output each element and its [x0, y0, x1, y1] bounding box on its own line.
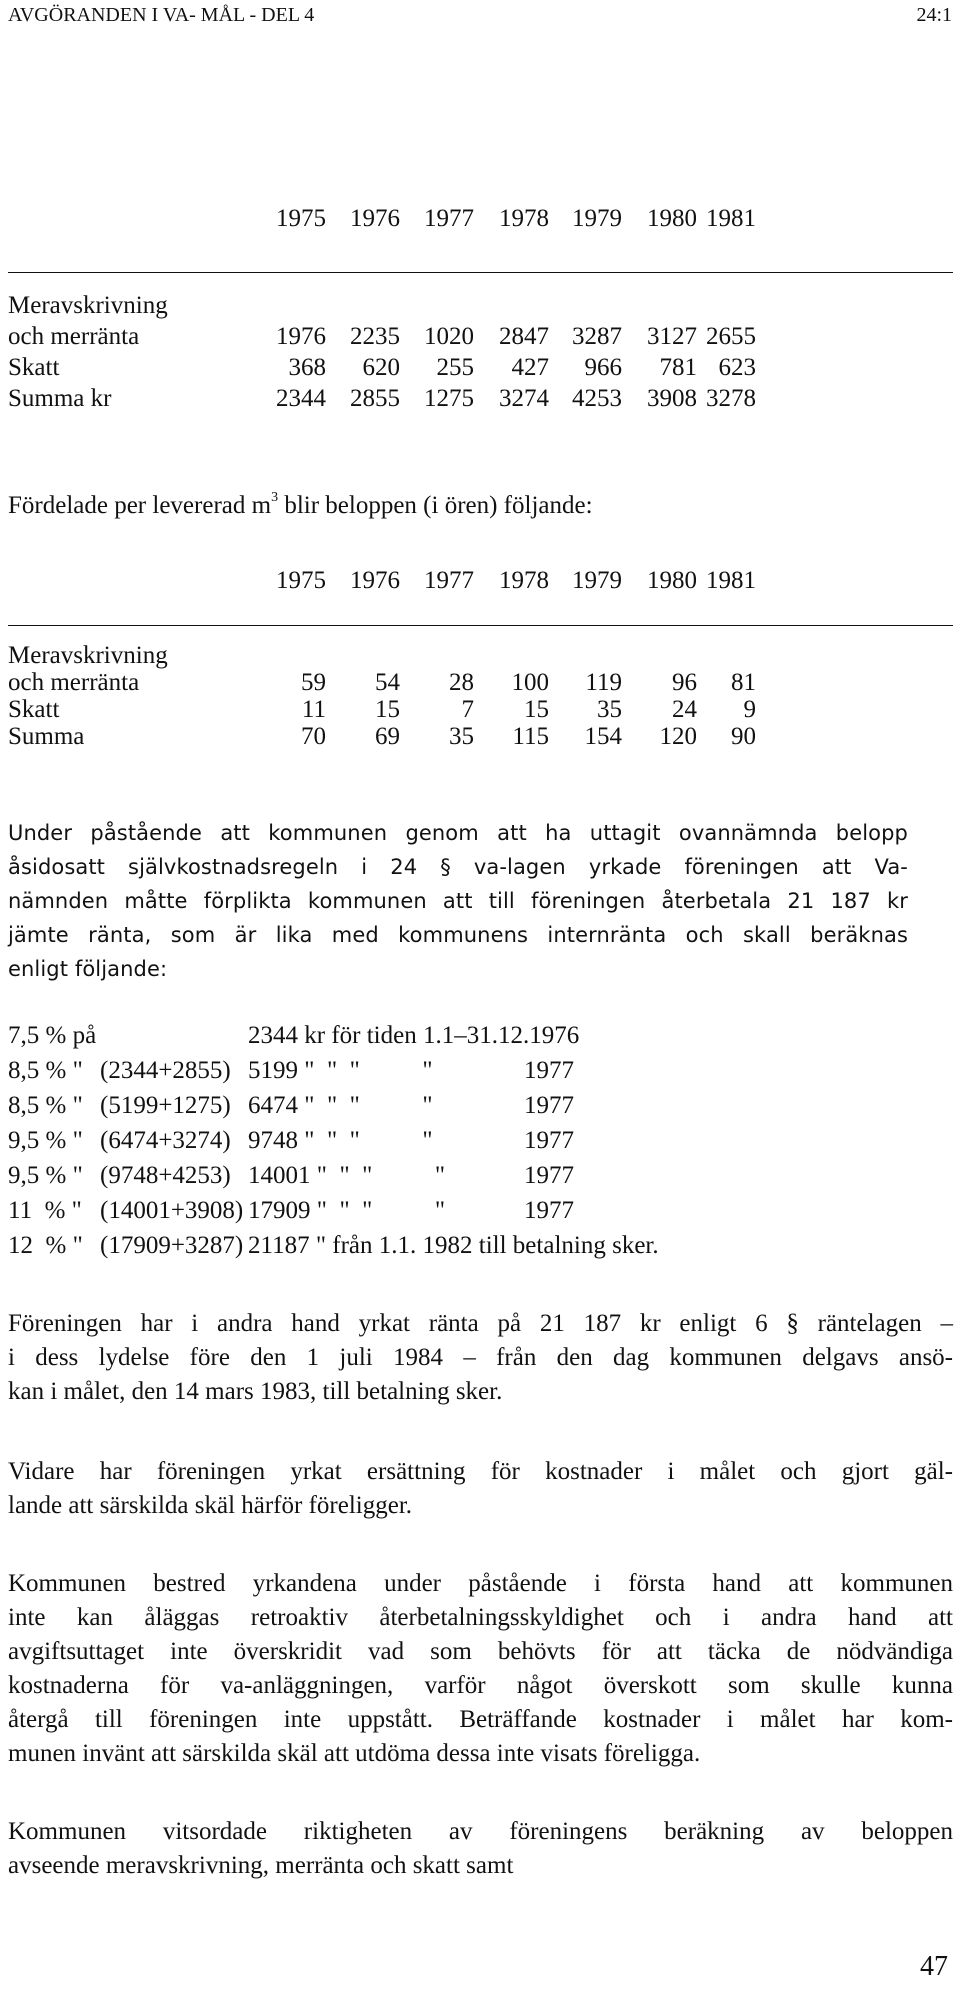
table-header-row [8, 205, 953, 292]
table-cell: 620 [362, 354, 400, 381]
table-cell: 3127 [647, 323, 697, 350]
paragraph-line: kostnaderna för va-anläggningen, varför något överskott som skulle kunna [8, 1672, 953, 1699]
page-number: 47 [920, 1951, 948, 1982]
row-label: Skatt [8, 354, 60, 381]
paragraph-line: inte kan åläggas retroaktiv återbetalningsskyldighet och i andra hand att [8, 1604, 953, 1631]
interest-base: (5199+1275) [100, 1092, 231, 1119]
table-cell: 2235 [350, 323, 400, 350]
year-header: 1975 [276, 205, 326, 232]
paragraph-line: Vidare har föreningen yrkat ersättning för kostnader i målet och gjort gäl- [8, 1458, 953, 1485]
paragraph-line: Under påstående att kommunen genom att ha uttagit ovannämnda belopp [8, 821, 908, 845]
paragraph-line: återgå till föreningen inte uppstått. Beträffande kostnader i målet har kom- [8, 1706, 953, 1733]
interest-year: 1977 [524, 1197, 574, 1224]
table-cell: 4253 [572, 385, 622, 412]
table-row [8, 323, 953, 354]
interest-rate: 7,5 % på [8, 1022, 97, 1049]
table-cell: 81 [731, 669, 756, 696]
table-cell: 15 [524, 696, 549, 723]
table-cell: 3274 [499, 385, 549, 412]
table-cell: 623 [718, 354, 756, 381]
year-header: 1977 [424, 567, 474, 594]
row-label: Summa [8, 723, 85, 750]
table-header-row [8, 567, 953, 642]
table-cell: 966 [584, 354, 622, 381]
table-cell: 35 [449, 723, 474, 750]
paragraph-line: munen invänt att särskilda skäl att utdöma dessa inte visats föreligga. [8, 1740, 701, 1767]
table-cell: 3287 [572, 323, 622, 350]
interest-amount: 5199 " " " " [248, 1057, 433, 1084]
table-cell: 69 [375, 723, 400, 750]
interest-year: 1977 [524, 1057, 574, 1084]
paragraph-line: avseende meravskrivning, merränta och skatt samt [8, 1852, 514, 1879]
paragraph-line: åsidosatt självkostnadsregeln i 24 § va-lagen yrkade föreningen att Va- [8, 855, 908, 879]
year-header: 1981 [706, 205, 756, 232]
interest-amount: 2344 kr för tiden 1.1–31.12.1976 [248, 1022, 580, 1049]
interest-base: (17909+3287) [100, 1232, 244, 1259]
table-cell: 368 [288, 354, 326, 381]
table-row [8, 723, 953, 750]
paragraph-costs [8, 1455, 953, 1523]
table-cell: 2847 [499, 323, 549, 350]
row-label: och merränta [8, 669, 140, 696]
table-row [8, 354, 953, 385]
interest-base: (9748+4253) [100, 1162, 231, 1189]
year-header: 1980 [647, 205, 697, 232]
caption-text-rest: blir beloppen (i ören) följande: [278, 492, 593, 519]
year-header: 1979 [572, 205, 622, 232]
row-label: Meravskrivning [8, 292, 168, 319]
paragraph-line: nämnden måtte förplikta kommunen att till föreningen återbetala 21 187 kr [8, 889, 908, 913]
interest-base: (14001+3908) [100, 1197, 244, 1224]
table-cell: 120 [659, 723, 697, 750]
year-header: 1977 [424, 205, 474, 232]
caption-superscript: 3 [271, 490, 279, 505]
paragraph-line: kan i målet, den 14 mars 1983, till betalning sker. [8, 1378, 503, 1405]
interest-year: 1977 [524, 1127, 574, 1154]
paragraph-line: enligt följande: [8, 957, 168, 981]
year-header: 1980 [647, 567, 697, 594]
interest-rate: 12 % " [8, 1232, 83, 1259]
table-cell: 28 [449, 669, 474, 696]
table-cell: 1275 [424, 385, 474, 412]
table-cell: 90 [731, 723, 756, 750]
paragraph-line: Kommunen vitsordade riktigheten av föreningens beräkning av beloppen [8, 1818, 953, 1845]
table-cell: 70 [301, 723, 326, 750]
paragraph-line: Kommunen bestred yrkandena under påstående i första hand att kommunen [8, 1570, 953, 1597]
interest-rate: 9,5 % " [8, 1127, 83, 1154]
table-cell: 2855 [350, 385, 400, 412]
paragraph-line: i dess lydelse före den 1 juli 1984 – från den dag kommunen delgavs ansö- [8, 1344, 953, 1371]
table-cell: 35 [597, 696, 622, 723]
caption-text: Fördelade per levererad m [8, 492, 272, 519]
paragraph-claim [8, 816, 908, 986]
interest-rate: 8,5 % " [8, 1057, 83, 1084]
interest-amount: 6474 " " " " [248, 1092, 433, 1119]
table-cell: 3908 [647, 385, 697, 412]
table-cell: 59 [301, 669, 326, 696]
table-cell: 154 [584, 723, 622, 750]
interest-amount: 14001 " " " " [248, 1162, 446, 1189]
interest-rate: 11 % " [8, 1197, 82, 1224]
table-cell: 15 [375, 696, 400, 723]
table-cell: 54 [375, 669, 400, 696]
interest-year: 1977 [524, 1162, 574, 1189]
paragraph-municipality-response [8, 1567, 953, 1771]
table-annual-amounts [8, 205, 953, 416]
year-header: 1976 [350, 205, 400, 232]
table-row [8, 696, 953, 723]
table-cell: 781 [659, 354, 697, 381]
paragraph-second-claim [8, 1307, 953, 1409]
table-cell: 427 [511, 354, 549, 381]
table-cell: 3278 [706, 385, 756, 412]
table-row [8, 642, 953, 669]
header-title: AVGÖRANDEN I VA- MÅL - DEL 4 [8, 4, 315, 26]
table1-rule [8, 272, 953, 273]
paragraph-line: avgiftsuttaget inte överskridit vad som behövts för att täcka de nödvändiga [8, 1638, 953, 1665]
interest-amount: 9748 " " " " [248, 1127, 433, 1154]
interest-rate: 9,5 % " [8, 1162, 83, 1189]
year-header: 1975 [276, 567, 326, 594]
interest-year: 1977 [524, 1092, 574, 1119]
year-header: 1976 [350, 567, 400, 594]
row-label: Summa kr [8, 385, 112, 412]
table-cell: 1976 [276, 323, 326, 350]
table2-caption [8, 490, 593, 520]
year-header: 1978 [499, 567, 549, 594]
table-cell: 1020 [424, 323, 474, 350]
table-per-cubic-meter [8, 567, 953, 750]
year-header: 1978 [499, 205, 549, 232]
paragraph-line: jämte ränta, som är lika med kommunens internränta och skall beräknas [8, 923, 908, 947]
table2-rule [8, 625, 953, 626]
interest-base: (6474+3274) [100, 1127, 231, 1154]
table-cell: 24 [672, 696, 697, 723]
table-cell: 115 [512, 723, 549, 750]
interest-base: (2344+2855) [100, 1057, 231, 1084]
row-label: och merränta [8, 323, 140, 350]
table-cell: 11 [301, 696, 326, 723]
table-cell: 7 [461, 696, 474, 723]
interest-rate: 8,5 % " [8, 1092, 83, 1119]
table-cell: 9 [743, 696, 756, 723]
paragraph-line: Föreningen har i andra hand yrkat ränta på 21 187 kr enligt 6 § räntelagen – [8, 1310, 953, 1337]
table-row [8, 669, 953, 696]
interest-amount: 17909 " " " " [248, 1197, 446, 1224]
table-cell: 100 [511, 669, 549, 696]
page-header [8, 4, 952, 34]
row-label: Meravskrivning [8, 642, 168, 669]
header-page-ref: 24:1 [916, 4, 952, 26]
paragraph-line: lande att särskilda skäl härför föreligger. [8, 1492, 413, 1519]
table-cell: 255 [436, 354, 474, 381]
table-cell: 96 [672, 669, 697, 696]
table-row [8, 385, 953, 416]
table-cell: 2344 [276, 385, 326, 412]
paragraph-acknowledgement [8, 1815, 953, 1883]
interest-amount: 21187 " från 1.1. 1982 till betalning sker. [248, 1232, 659, 1259]
table-cell: 2655 [706, 323, 756, 350]
table-cell: 119 [585, 669, 622, 696]
year-header: 1979 [572, 567, 622, 594]
year-header: 1981 [706, 567, 756, 594]
row-label: Skatt [8, 696, 60, 723]
table-row [8, 292, 953, 323]
